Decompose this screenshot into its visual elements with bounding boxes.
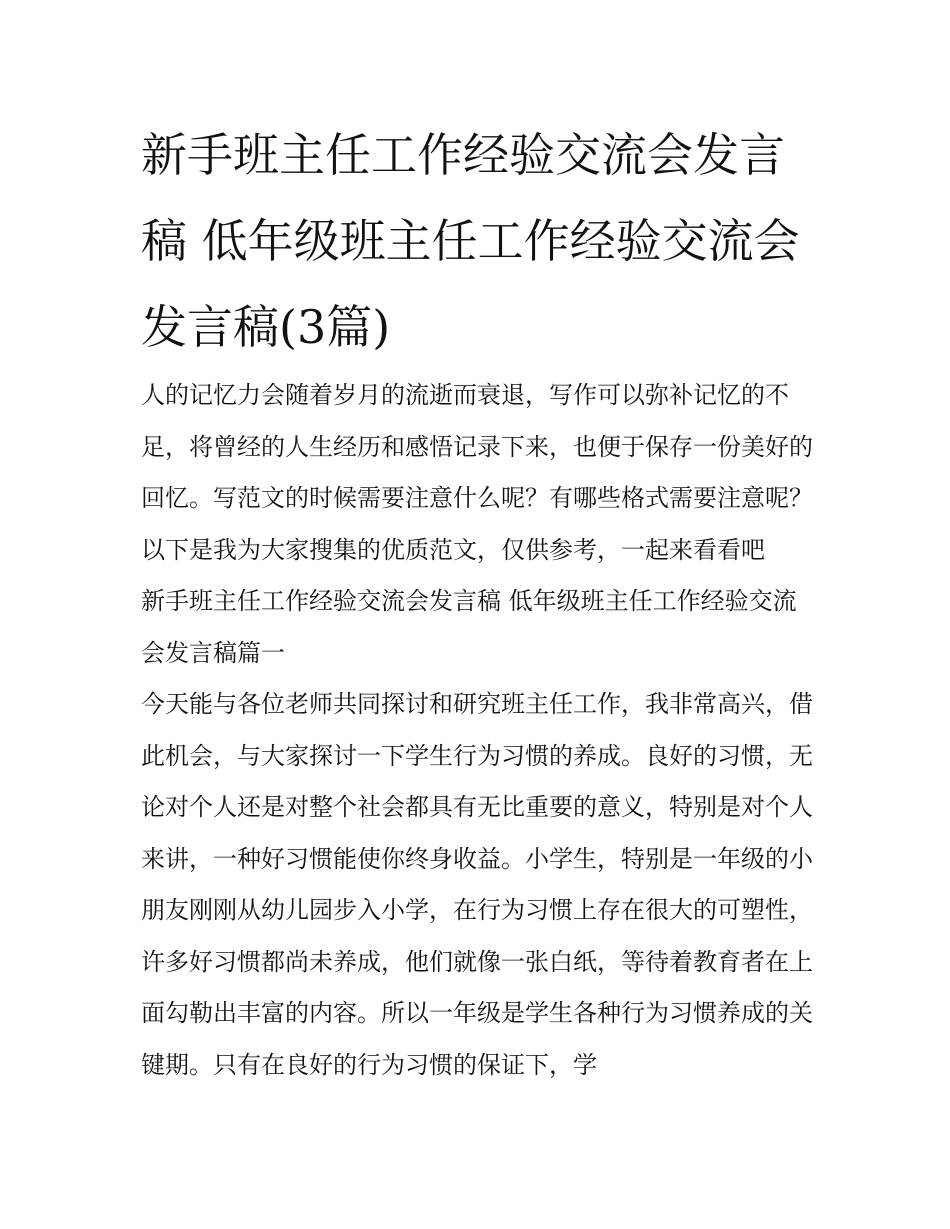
intro-paragraph: 人的记忆力会随着岁月的流逝而衰退，写作可以弥补记忆的不足，将曾经的人生经历和感悟记录下来，也便于保存一份美好的回忆。写范文的时候需要注意什么呢？有哪些格式需要注意呢？以下是我为大家搜集的优质范文，仅供参考，一起来看看吧 (141, 381, 813, 564)
document-content (141, 112, 813, 1091)
body-paragraph: 今天能与各位老师共同探讨和研究班主任工作，我非常高兴，借此机会，与大家探讨一下学生行为习惯的养成。良好的习惯，无论对个人还是对整个社会都具有无比重要的意义，特别是对个人来讲，一种好习惯能使你终身收益。小学生，特别是一年级的小朋友刚刚从幼儿园步入小学，在行为习惯上存在很大的可塑性，许多好习惯都尚未养成，他们就像一张白纸，等待着教育者在上面勾勒出丰富的内容。所以一年级是学生各种行为习惯养成的关键期。只有在良好的行为习惯的保证下，学 (141, 690, 813, 1079)
section-heading: 新手班主任工作经验交流会发言稿 低年级班主任工作经验交流会发言稿篇一 (141, 587, 797, 667)
document-title: 新手班主任工作经验交流会发言稿 低年级班主任工作经验交流会发言稿(3篇) (141, 128, 800, 354)
